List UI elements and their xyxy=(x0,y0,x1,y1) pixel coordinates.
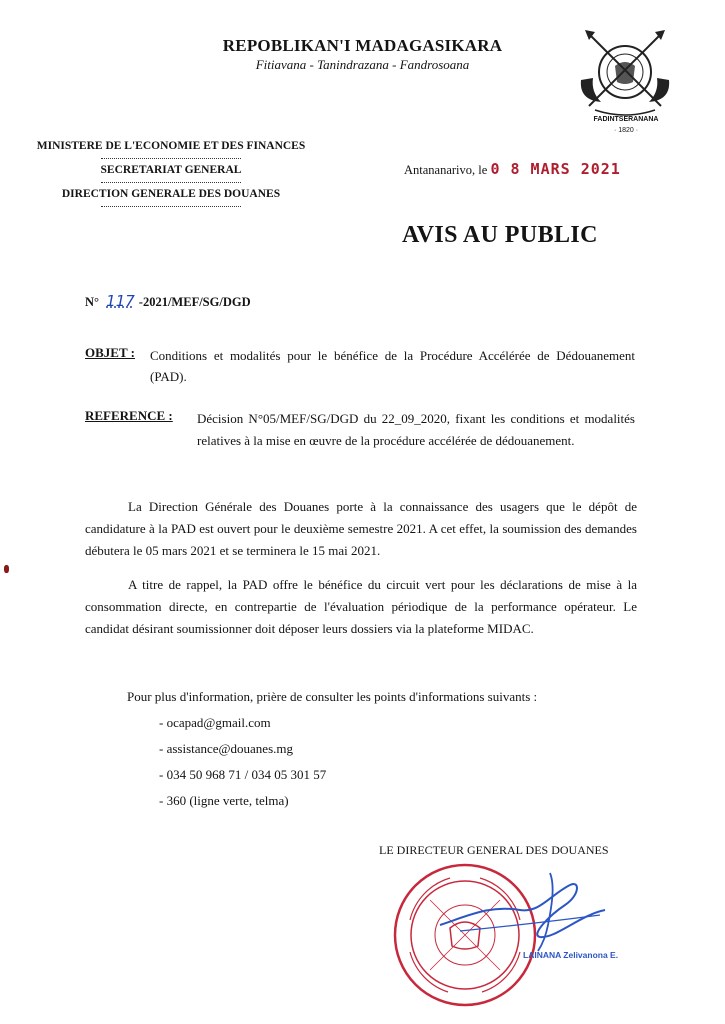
date-stamp: 0 8 MARS 2021 xyxy=(490,160,621,178)
seal-year: · 1820 · xyxy=(613,127,639,134)
contact-hotline: - 360 (ligne verte, telma) xyxy=(159,793,289,808)
seal-label: FADINTSERANANA xyxy=(593,116,659,123)
objet-text: Conditions et modalités pour le bénéfice de la Procédure Accélérée de Dédouanement (PAD). xyxy=(150,348,635,384)
document-title: AVIS AU PUBLIC xyxy=(402,222,598,248)
divider xyxy=(101,158,241,159)
handwritten-signature-icon xyxy=(430,865,630,955)
ministry-name: MINISTERE DE L'ECONOMIE ET DES FINANCES xyxy=(36,140,306,152)
place-label: Antananarivo, le xyxy=(404,163,488,177)
place-date xyxy=(404,160,621,178)
divider xyxy=(101,206,241,207)
ministry-block xyxy=(26,138,316,210)
number-prefix: N° xyxy=(85,295,100,309)
objet-label: OBJET : xyxy=(85,345,135,360)
direction-name: DIRECTION GENERALE DES DOUANES xyxy=(61,188,281,200)
contact-email-ocapad: - ocapad@gmail.com xyxy=(159,715,271,730)
national-motto: Fitiavana - Tanindrazana - Fandrosoana xyxy=(255,57,470,72)
contact-email-assistance: - assistance@douanes.mg xyxy=(159,741,293,756)
reference-text: Décision N°05/MEF/SG/DGD du 22_09_2020, fixant les conditions et modalités relatives à la mise en œuvre de la procédure accélérée de dédouanement. xyxy=(197,411,635,448)
reference-label: REFERENCE : xyxy=(85,408,173,423)
body-paragraph-1: La Direction Générale des Douanes porte à la connaissance des usagers que le dépôt de candidature à la PAD est ouvert pour le deuxième semestre 2021. A cet effet, la soumission des demandes débutera le 05 mars 2021 et se terminera le 15 mai 2021. xyxy=(85,499,637,558)
secretariat-name: SECRETARIAT GENERAL xyxy=(100,164,242,176)
body-paragraph-3: Pour plus d'information, prière de consulter les points d'informations suivants : xyxy=(127,689,538,704)
country-title: REPOBLIKAN'I MADAGASIKARA xyxy=(222,36,503,55)
divider xyxy=(101,182,241,183)
body-paragraph-2: A titre de rappel, la PAD offre le bénéfice du circuit vert pour les déclarations de mise à la consommation directe, en contrepartie de l'évaluation périodique de la performance opérateur. Le candidat désirant soumissionner doit déposer leurs dossiers via la plateforme MIDAC. xyxy=(85,577,637,636)
scan-mark xyxy=(4,565,9,573)
signatory-title: LE DIRECTEUR GENERAL DES DOUANES xyxy=(379,843,609,857)
reference-number xyxy=(85,292,251,310)
contact-phones: - 034 50 968 71 / 034 05 301 57 xyxy=(159,767,327,782)
handwritten-number: 117 xyxy=(106,292,135,310)
signatory-name: LAINANA Zelivanona E. xyxy=(523,950,619,960)
number-suffix: -2021/MEF/SG/DGD xyxy=(138,295,251,309)
